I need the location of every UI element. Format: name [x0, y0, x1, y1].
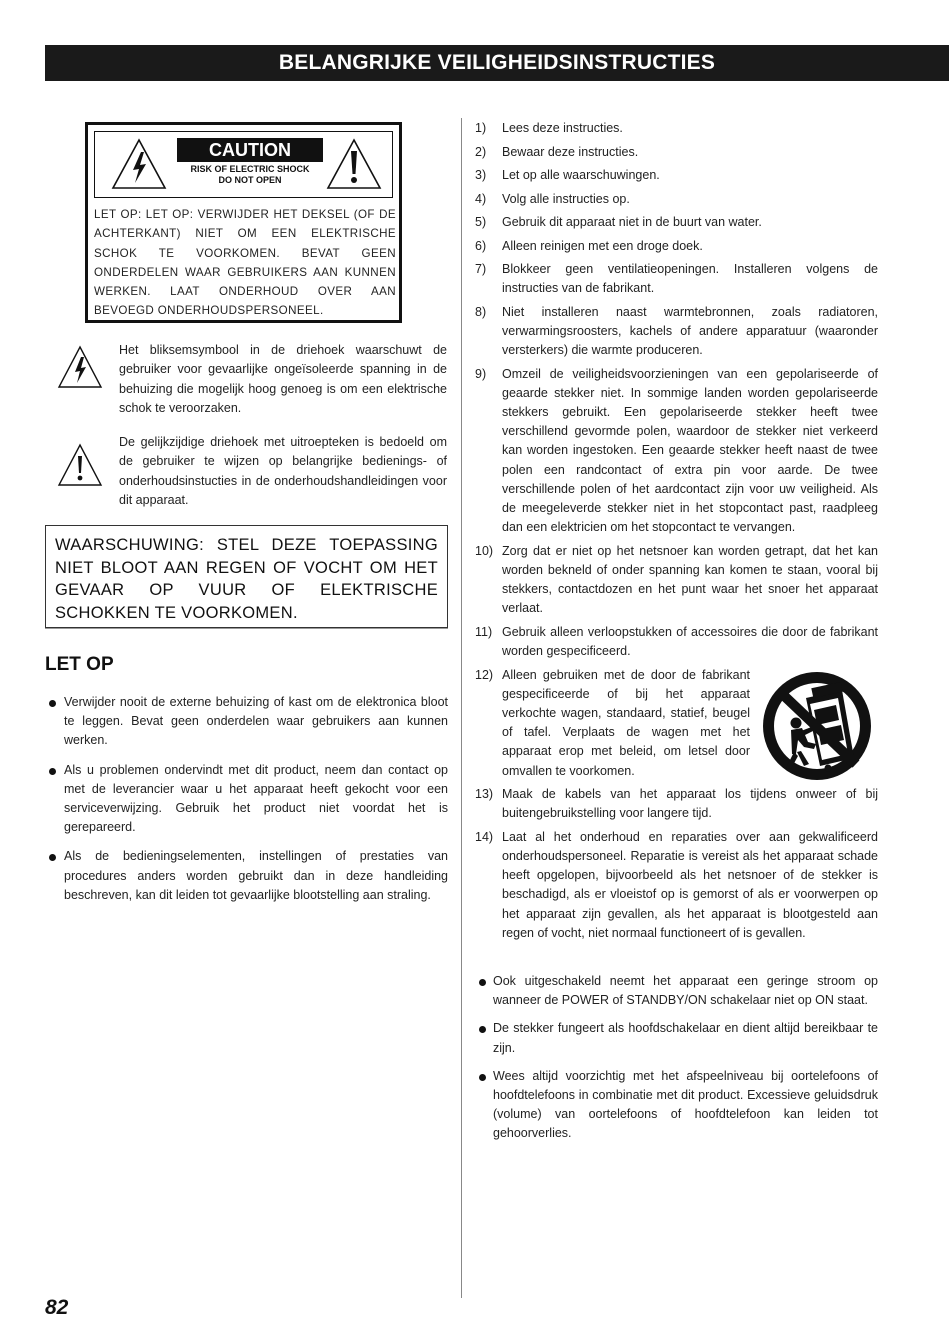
caution-subtitle-2: DO NOT OPEN [218, 175, 282, 185]
item-number: 5) [475, 215, 487, 229]
list-item: Wees altijd voorzichtig met het afspeelniveau bij oortelefoons of hoofdtelefoons in combinatie met dit product. Excessieve geluidsdruk (volume) van oortelefoons of hoofdtelefoon kan leiden tot gehoorverlies. [477, 1067, 878, 1144]
list-item [475, 213, 878, 232]
list-item [475, 303, 878, 361]
list-item [475, 166, 878, 185]
list-item [475, 623, 878, 661]
list-item [475, 542, 878, 619]
exclamation-warning-icon [326, 138, 382, 190]
notes-list [477, 972, 878, 1153]
item-text: Niet installeren naast warmtebronnen, zoals radiatoren, verwarmingsroosters, kachels of andere apparatuur (waaronder versterkers) die warmte produceren. [502, 304, 878, 358]
item-number: 9) [475, 366, 487, 381]
item-number: 10) [475, 543, 494, 558]
warning-box [45, 525, 448, 628]
lightning-triangle-icon [57, 345, 103, 389]
list-item [475, 260, 878, 298]
item-number: 3) [475, 168, 487, 182]
item-number: 8) [475, 304, 487, 319]
item-number: 4) [475, 191, 487, 206]
item-text: Lees deze instructies. [502, 121, 623, 135]
section-divider [45, 628, 448, 629]
lightning-warning-icon [111, 138, 167, 190]
list-item [475, 666, 878, 781]
list-item: Ook uitgeschakeld neemt het apparaat een geringe stroom op wanneer de POWER of STANDBY/ON schakelaar niet op ON staat. [477, 972, 878, 1010]
item-text: Maak de kabels van het apparaat los tijdens onweer of bij buitengebruikstelling voor langere tijd. [502, 787, 878, 821]
page-header: BELANGRIJKE VEILIGHEIDSINSTRUCTIES [45, 45, 949, 81]
caution-box [85, 122, 402, 323]
item-text: Alleen gebruiken met de door de fabrikant gespecificeerde of bij het apparaat verkochte wagen, standaard, statief, beugel of tafel. Verplaats de wagen met het apparaat erop met beleid, om letsel door omvallen te voorkomen. [502, 667, 750, 778]
caution-subtitle-1: RISK OF ELECTRIC SHOCK [190, 164, 310, 174]
list-item: Als u problemen ondervindt met dit product, neem dan contact op met de leverancier waar u het apparaat heeft gekocht voor een serviceverwijzing. Gebruik het product niet voordat het is gerepareerd. [45, 761, 448, 838]
item-text: Let op alle waarschuwingen. [502, 168, 660, 182]
item-text: Blokkeer geen ventilatieopeningen. Installeren volgens de instructies van de fabrikant. [502, 262, 878, 296]
list-item [475, 237, 878, 256]
list-item [475, 119, 878, 138]
column-divider [461, 118, 462, 1298]
list-item [475, 143, 878, 162]
item-number: 7) [475, 262, 487, 276]
page-number: 82 [45, 1296, 69, 1319]
list-item [475, 190, 878, 209]
item-text: Bewaar deze instructies. [502, 144, 639, 159]
list-item [475, 365, 878, 538]
cart-tipover-warning-icon [756, 668, 878, 783]
caution-label-panel [94, 131, 393, 198]
list-item: Verwijder nooit de externe behuizing of kast om de elektronica bloot te leggen. Bevat geen onderdelen waar gebruikers aan kunnen werken. [45, 693, 448, 751]
item-text: Gebruik dit apparaat niet in de buurt van water. [502, 215, 762, 229]
item-number: 6) [475, 238, 487, 253]
lightning-explanation-text: Het bliksemsymbool in de driehoek waarschuwt de gebruiker voor gevaarlijke ongeïsoleerde spanning in de behuizing die mogelijk hoog genoeg is om een elektrische schok te veroorzaken. [119, 343, 447, 415]
let-op-list [45, 693, 448, 915]
item-text: Volg alle instructies op. [502, 191, 630, 206]
item-number: 2) [475, 144, 487, 159]
list-item [475, 785, 878, 823]
item-number: 11) [475, 624, 493, 639]
item-number: 13) [475, 787, 494, 802]
warning-text: WAARSCHUWING: STEL DEZE TOEPASSING NIET BLOOT AAN REGEN OF VOCHT OM HET GEVAAR OP VUUR OF ELEKTRISCHE SCHOKKEN TE VOORKOMEN. [55, 536, 438, 622]
item-number: 12) [475, 667, 494, 682]
list-item: De stekker fungeert als hoofdschakelaar en dient altijd bereikbaar te zijn. [477, 1019, 878, 1057]
exclamation-explanation-text: De gelijkzijdige driehoek met uitroepteken is bedoeld om de gebruiker te wijzen op belangrijke bedienings- of onderhoudsinstucties in de onderhoudshandleidingen voor dit apparaat. [119, 435, 447, 507]
item-text: Gebruik alleen verloopstukken of accessoires die door de fabrikant worden gespecificeerd. [502, 624, 878, 659]
caution-label [177, 138, 323, 186]
let-op-heading: LET OP [45, 654, 114, 675]
caution-title: CAUTION [177, 138, 323, 162]
exclamation-triangle-icon [57, 443, 103, 487]
list-item: Als de bedieningselementen, instellingen of prestaties van procedures anders worden gebruikt dan in deze handleiding beschreven, kan dit leiden tot gevaarlijke blootstelling aan straling. [45, 847, 448, 905]
item-number: 14) [475, 829, 494, 844]
caution-text: LET OP: LET OP: VERWIJDER HET DEKSEL (OF DE ACHTERKANT) NIET OM EEN ELEKTRISCHE SCHOK TE VOORKOMEN. BEVAT GEEN ONDERDELEN WAAR GEBRUIKERS AAN KUNNEN WERKEN. LAAT ONDERHOUD OVER AAN BEVOEGD ONDERHOUDSPERSONEEL. [94, 208, 396, 318]
list-item [475, 828, 878, 943]
item-number: 1) [475, 121, 487, 135]
item-text: Omzeil de veiligheidsvoorzieningen van een gepolariseerde of geaarde stekker niet. In sommige landen worden gepolariseerde stekkers gebruikt. Een gepolariseerde stekker heeft twee verschillend gevormde polen, waardoor de stekker niet verkeerd kan worden ingestoken. Een geaarde stekker heeft naast de twee polen een randcontact of extra pin voor aarde. De twee verschillende polen of het aardcontact zijn voor uw veiligheid. Als de meegeleverde stekker niet in het stopcontact past, raadpleeg dan een elektricien om het stopcontact te vervangen. [502, 366, 878, 535]
item-text: Zorg dat er niet op het netsnoer kan worden getrapt, dat het kan worden bekneld of onder spanning kan komen te staan, vooral bij stekkers, contactdozen en het punt waar het snoer het apparaat verlaat. [502, 543, 878, 616]
item-text: Alleen reinigen met een droge doek. [502, 238, 703, 253]
instruction-list [475, 119, 878, 947]
item-text: Laat al het onderhoud en reparaties over aan gekwalificeerd onderhoudspersoneel. Reparatie is vereist als het apparaat schade heeft opgelopen, bijvoorbeeld als het netsnoer of de stekker is beschadigd, als er vloeistof op is gemorst of als er voorwerpen op het apparaat zijn gevallen, als het apparaat is blootgesteld aan regen of vocht, niet normaal functioneert of is gevallen. [502, 829, 878, 940]
